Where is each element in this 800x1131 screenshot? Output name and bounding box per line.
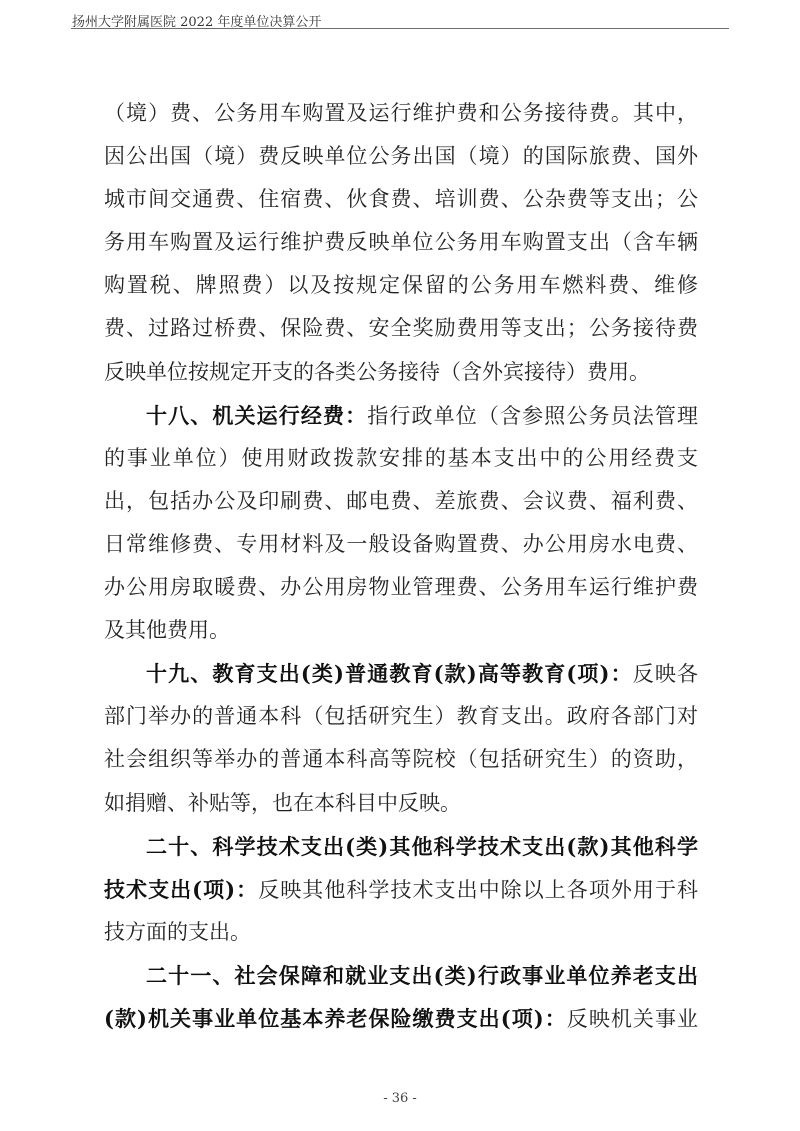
text-line: 及其他费用。	[104, 618, 230, 643]
text-line: （境）费、公务用车购置及运行维护费和公务接待费。其中，	[104, 101, 698, 125]
text-line: 如捐赠、补贴等，也在本科目中反映。	[104, 790, 461, 815]
paragraph-item-19	[104, 652, 698, 824]
text-line: (款)机关事业单位基本养老保险缴费支出(项)：反映机关事业	[104, 1005, 699, 1031]
text-line: 因公出国（境）费反映单位公务出国（境）的国际旅费、国外	[104, 144, 698, 169]
text-line: 部门举办的普通本科（包括研究生）教育支出。政府各部门对	[104, 704, 698, 729]
paragraph-item-18	[104, 394, 698, 653]
text-line: 技术支出(项)：反映其他科学技术支出中除以上各项外用于科	[104, 876, 699, 902]
text-line: 办公用房取暖费、办公用房物业管理费、公务用车运行维护费	[104, 575, 698, 600]
text-line: 出，包括办公及印刷费、邮电费、差旅费、会议费、福利费、	[104, 488, 698, 513]
paragraph-item-20	[104, 825, 698, 954]
paragraph-item-21	[104, 954, 698, 1040]
item-heading: (款)机关事业单位基本养老保险缴费支出(项)：	[104, 1005, 567, 1031]
text-line	[104, 825, 698, 868]
text-line: 日常维修费、专用材料及一般设备购置费、办公用房水电费、	[104, 531, 698, 556]
text-line: 十九、教育支出(类)普通教育(款)高等教育(项)：反映各	[146, 661, 698, 687]
text-line: 的事业单位）使用财政拨款安排的基本支出中的公用经费支	[104, 445, 698, 470]
item-heading: 十九、教育支出(类)普通教育(款)高等教育(项)：	[146, 661, 633, 687]
page-number: - 36 -	[383, 1091, 417, 1106]
paragraph-continued	[104, 92, 698, 394]
item-heading: 十八、机关运行经费：	[146, 402, 368, 428]
document-body	[104, 92, 698, 1040]
text-line: 反映单位按规定开支的各类公务接待（含外宾接待）费用。	[104, 359, 650, 384]
header-title: 扬州大学附属医院 2022 年度单位决算公开	[72, 15, 322, 30]
text-line: 购置税、牌照费）以及按规定保留的公务用车燃料费、维修	[104, 273, 698, 298]
text-line: 务用车购置及运行维护费反映单位公务用车购置支出（含车辆	[104, 230, 698, 255]
text-line: 技方面的支出。	[104, 919, 251, 944]
text-line: 城市间交通费、住宿费、伙食费、培训费、公杂费等支出；公	[104, 187, 698, 212]
item-heading: 二十、科学技术支出(类)其他科学技术支出(款)其他科学	[146, 833, 698, 859]
text-line	[104, 954, 698, 997]
page-header	[71, 8, 729, 29]
item-heading: 技术支出(项)：	[104, 876, 259, 902]
item-heading: 二十一、社会保障和就业支出(类)行政事业单位养老支出	[146, 962, 698, 988]
text-line: 社会组织等举办的普通本科高等院校（包括研究生）的资助，	[104, 747, 698, 772]
text-line: 费、过路过桥费、保险费、安全奖励费用等支出；公务接待费	[104, 316, 698, 341]
text-line: 十八、机关运行经费：指行政单位（含参照公务员法管理	[146, 402, 698, 428]
